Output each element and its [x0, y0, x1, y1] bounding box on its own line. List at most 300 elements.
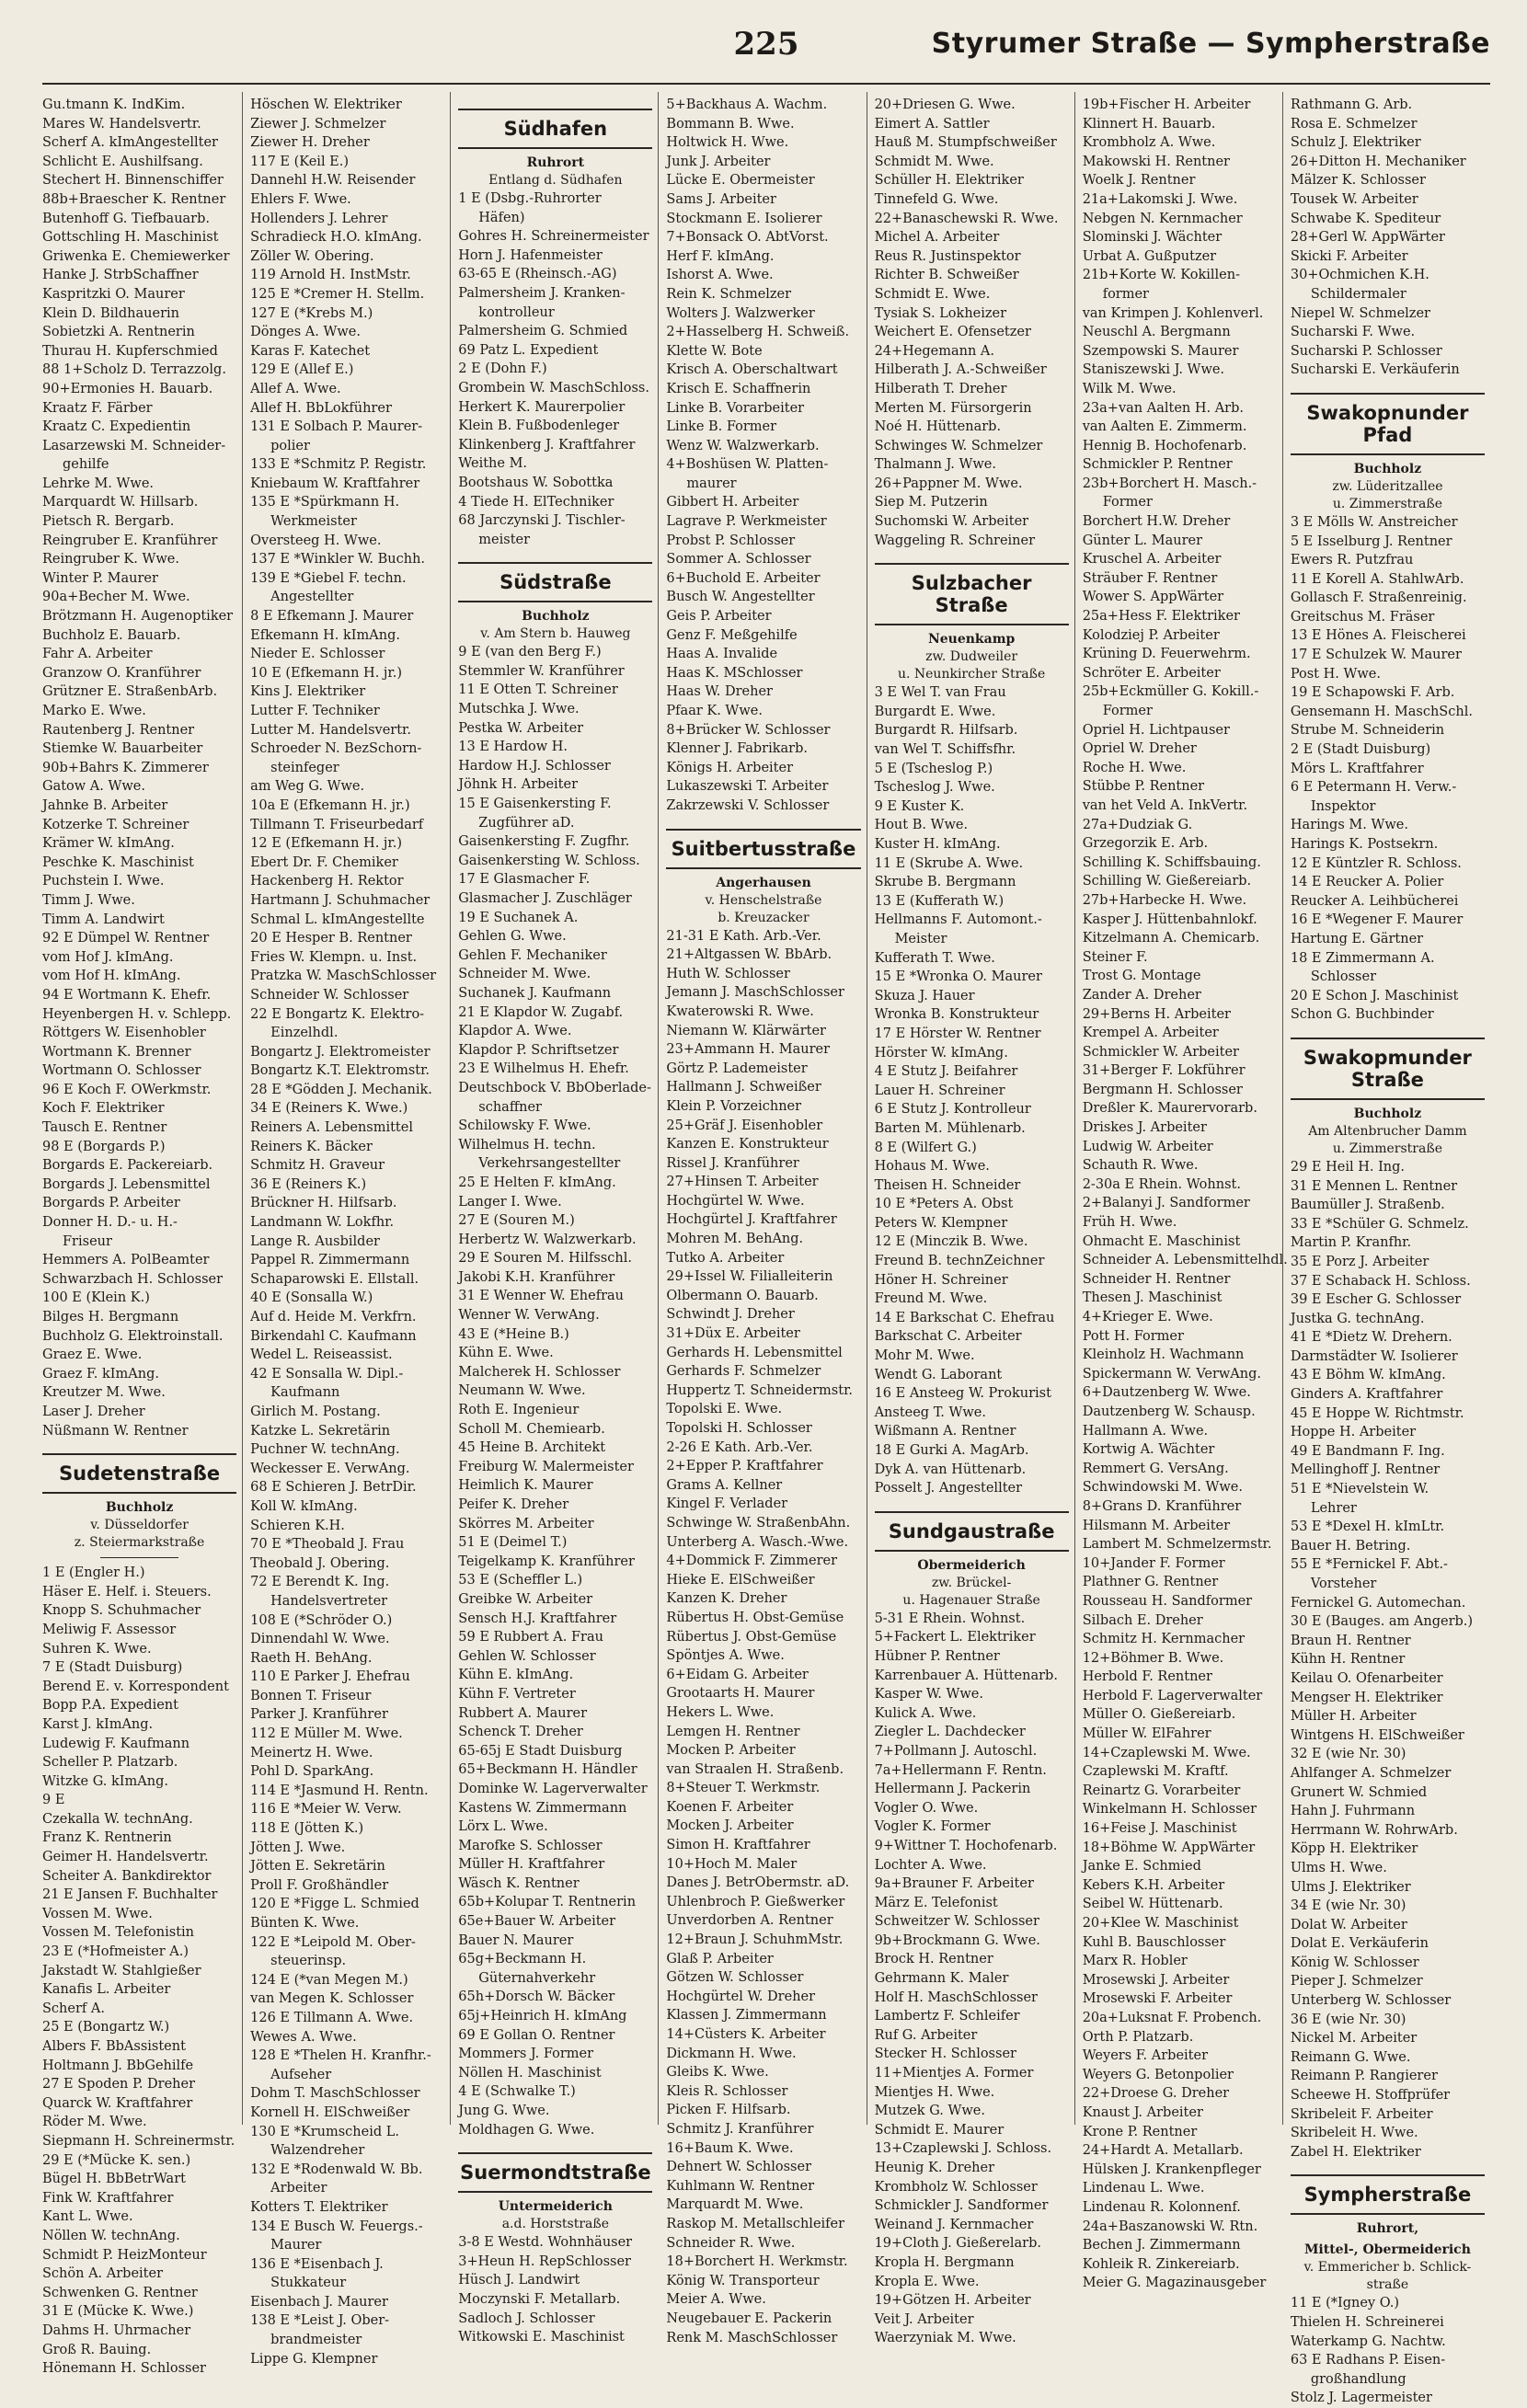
resident-entry: Holtmann J. BbGehilfe	[42, 2058, 194, 2073]
district-label: Neuenkamp	[927, 632, 1016, 648]
resident-entry: Klapdor A. Wwe.	[458, 1024, 572, 1039]
resident-entry: Hardow H.J. Schlosser	[458, 758, 611, 774]
resident-entry: 18+Borchert H. Werkmstr.	[666, 2254, 848, 2270]
resident-entry: Janke E. Schmied	[1082, 1859, 1201, 1875]
resident-entry: Noé H. Hüttenarb.	[874, 419, 1002, 435]
resident-entry: 70 E *Theobald J. Frau	[250, 1537, 405, 1553]
resident-entry: Suhren K. Wwe.	[42, 1641, 152, 1657]
resident-entry: Kulick A. Wwe.	[874, 1705, 977, 1721]
resident-entry: Pietsch R. Bergarb.	[42, 514, 175, 530]
resident-entry: Früh H. Wwe.	[1082, 1215, 1177, 1231]
resident-entry: Strube M. Schneiderin	[1290, 723, 1445, 739]
resident-entry: 11 E Otten T. Schreiner	[458, 682, 618, 698]
resident-entry: Hemmers A. PolBeamter	[42, 1253, 210, 1268]
resident-entry: Oversteeg H. Wwe.	[250, 533, 382, 548]
resident-entry: Müller O. Gießereiarb.	[1082, 1707, 1236, 1723]
resident-entry: Theobald J. Obering.	[250, 1555, 390, 1571]
resident-entry: Geimer H. Handelsvertr.	[42, 1850, 209, 1865]
resident-entry: 14 E Barkschat C. Ehefrau	[874, 1310, 1055, 1325]
resident-entry: Dolat E. Verkäuferin	[1290, 1936, 1429, 1952]
resident-entry: 8 E Efkemann J. Maurer	[250, 609, 414, 625]
resident-entry: Sucharski P. Schlosser	[1290, 343, 1442, 359]
resident-entry: Höschen W. Elektriker	[250, 97, 402, 112]
resident-entry: 23b+Borchert H. Masch.-	[1082, 476, 1257, 491]
street-range: v. Düsseldorfer	[90, 1518, 189, 1533]
resident-entry: Ahlfanger A. Schmelzer	[1290, 1765, 1452, 1781]
resident-entry: 90a+Becher M. Wwe.	[42, 590, 190, 605]
resident-entry: 5+Backhaus A. Wachm.	[666, 97, 828, 112]
resident-entry: Vossen M. Telefonistin	[42, 1925, 195, 1941]
resident-entry: Borgards E. Packereiarb.	[42, 1158, 213, 1174]
resident-entry: Schön A. Arbeiter	[42, 2266, 164, 2282]
resident-entry: Kasper J. Hüttenbahnlokf.	[1082, 912, 1257, 927]
resident-entry: Götzen W. Schlosser	[666, 1970, 804, 1986]
resident-entry: 98 E (Borgards P.)	[42, 1139, 166, 1154]
resident-entry: Mutschka J. Wwe.	[458, 702, 580, 717]
resident-entry: Mocken J. Arbeiter	[666, 1818, 794, 1834]
resident-entry: Reiners K. Bäcker	[250, 1139, 373, 1154]
entry-continuation: kontrolleur	[478, 304, 555, 320]
resident-entry: 20 E Hesper B. Rentner	[250, 931, 412, 946]
resident-entry: Kuhl B. Bauschlosser	[1082, 1934, 1226, 1950]
resident-entry: Kanzen K. Dreher	[666, 1591, 787, 1607]
resident-entry: Wißmann A. Rentner	[874, 1424, 1016, 1439]
resident-entry: Schwarzbach H. Schlosser	[42, 1271, 224, 1287]
resident-entry: 1 E (Dsbg.-Ruhrorter	[458, 191, 602, 206]
resident-entry: 24a+Baszanowski W. Rtn.	[1082, 2219, 1258, 2234]
resident-entry: Dautzenberg W. Schausp.	[1082, 1404, 1256, 1419]
resident-entry: Schmitz J. Kranführer	[666, 2121, 814, 2137]
entry-continuation: Verkehrsangestellter	[478, 1156, 621, 1172]
resident-entry: Wendt G. Laborant	[874, 1367, 1003, 1382]
resident-entry: Schwindowski M. Wwe.	[1082, 1480, 1243, 1496]
resident-entry: Sensch H.J. Kraftfahrer	[458, 1611, 617, 1626]
resident-entry: 34 E (wie Nr. 30)	[1290, 1898, 1406, 1914]
resident-entry: Lemgen H. Rentner	[666, 1724, 800, 1739]
resident-entry: Probst P. Schlosser	[666, 533, 796, 548]
resident-entry: Röder M. Wwe.	[42, 2115, 147, 2130]
resident-entry: Bopp P.A. Expedient	[42, 1698, 178, 1714]
resident-entry: 13 E Hardow H.	[458, 740, 568, 755]
resident-entry: 7+Bonsack O. AbtVorst.	[666, 230, 829, 246]
resident-entry: Burgardt E. Wwe.	[874, 704, 996, 719]
resident-entry: Brückner H. Hilfsarb.	[250, 1196, 397, 1211]
resident-entry: Marko E. Wwe.	[42, 704, 146, 718]
resident-entry: Müller H. Arbeiter	[1290, 1709, 1417, 1725]
resident-entry: Rübertus H. Obst-Gemüse	[666, 1610, 844, 1625]
resident-entry: 21a+Lakomski J. Wwe.	[1082, 191, 1238, 207]
resident-entry: 16+Feise J. Maschinist	[1082, 1821, 1237, 1837]
resident-entry: 26+Pappner M. Wwe.	[874, 476, 1023, 491]
resident-entry: Koll W. kImAng.	[250, 1498, 358, 1514]
resident-entry: 10+Hoch M. Maler	[666, 1856, 798, 1872]
resident-entry: Meliwig F. Assessor	[42, 1622, 177, 1637]
street-range: Am Altenbrucher Damm	[1308, 1123, 1467, 1139]
resident-entry: Sadloch J. Schlosser	[458, 2311, 595, 2326]
resident-entry: Fink W. Kraftfahrer	[42, 2190, 174, 2206]
resident-entry: 11 E Korell A. StahlwArb.	[1290, 571, 1464, 587]
resident-entry: 55 E *Fernickel F. Abt.-	[1290, 1557, 1448, 1573]
columns	[42, 92, 1490, 2406]
resident-entry: Sträuber F. Rentner	[1082, 570, 1218, 586]
entry-continuation: Former	[1102, 495, 1153, 510]
resident-entry: Kwaterowski R. Wwe.	[666, 1003, 814, 1019]
resident-entry: Katzke L. Sekretärin	[250, 1423, 391, 1439]
resident-entry: 21b+Korte W. Kokillen-	[1082, 268, 1240, 283]
resident-entry: 19+Cloth J. Gießerelarb.	[874, 2236, 1041, 2252]
resident-entry: Hochgürtel W. Wwe.	[666, 1193, 805, 1209]
resident-entry: 1 E (Engler H.)	[42, 1565, 145, 1581]
resident-entry: van het Veld A. InkVertr.	[1082, 797, 1248, 813]
resident-entry: Theisen H. Schneider	[874, 1177, 1021, 1193]
resident-entry: van Krimpen J. Kohlenverl.	[1082, 305, 1264, 321]
resident-entry: Herbold F. Rentner	[1082, 1669, 1212, 1685]
resident-entry: Karst J. kImAng.	[42, 1716, 154, 1732]
resident-entry: Mälzer K. Schlosser	[1290, 173, 1426, 189]
resident-entry: Landmann W. Lokfhr.	[250, 1215, 395, 1231]
resident-entry: Kingel F. Verlader	[666, 1496, 788, 1512]
resident-entry: Driskes J. Arbeiter	[1082, 1120, 1207, 1136]
resident-entry: Grzegorzik E. Arb.	[1082, 836, 1209, 852]
resident-entry: 20+Klee W. Maschinist	[1082, 1916, 1239, 1931]
resident-entry: Lambert M. Schmelzermstr.	[1082, 1537, 1272, 1553]
resident-entry: 116 E *Meier W. Verw.	[250, 1802, 402, 1817]
resident-entry: Parker J. Kranführer	[250, 1707, 388, 1723]
resident-entry: Karrenbauer A. Hüttenarb.	[874, 1668, 1058, 1683]
resident-entry: Kuster H. kImAng.	[874, 837, 1001, 852]
resident-entry: Gatow A. Wwe.	[42, 779, 145, 795]
resident-entry: Kniebaum W. Kraftfahrer	[250, 476, 420, 491]
resident-entry: Klapdor P. Schriftsetzer	[458, 1042, 619, 1058]
resident-entry: Reus R. Justinspektor	[874, 248, 1021, 264]
resident-entry: Bommann B. Wwe.	[666, 116, 795, 132]
resident-entry: 20 E Schon J. Maschinist	[1290, 988, 1459, 1003]
resident-entry: Schneider R. Wwe.	[666, 2235, 796, 2251]
resident-entry: Tutko A. Arbeiter	[666, 1250, 785, 1266]
resident-entry: Kohleik R. Zinkereiarb.	[1082, 2256, 1240, 2272]
resident-entry: Unverdorben A. Rentner	[666, 1913, 833, 1929]
resident-entry: Schneider A. Lebensmittelhdl.	[1082, 1253, 1288, 1268]
resident-entry: Jötten J. Wwe.	[250, 1840, 346, 1855]
resident-entry: Schwinge W. StraßenbAhn.	[666, 1515, 851, 1531]
resident-entry: 88 1+Scholz D. Terrazzolg.	[42, 362, 226, 378]
entry-continuation: Schlosser	[1310, 969, 1376, 985]
resident-entry: Mrosewski J. Arbeiter	[1082, 1972, 1230, 1988]
entry-continuation: Arbeiter	[270, 2181, 327, 2196]
resident-entry: Grunert W. Schmied	[1290, 1784, 1428, 1800]
resident-entry: 6+Buchold E. Arbeiter	[666, 570, 821, 586]
resident-entry: Stechert H. Binnenschiffer	[42, 173, 224, 189]
resident-entry: 15 E Gaisenkersting F.	[458, 797, 612, 812]
resident-entry: 59 E Rubbert A. Frau	[458, 1630, 603, 1645]
resident-entry: Roche H. Wwe.	[1082, 760, 1187, 775]
resident-entry: Bonnen T. Friseur	[250, 1688, 372, 1703]
resident-entry: 23 E Wilhelmus H. Ehefr.	[458, 1061, 629, 1077]
resident-entry: 134 E Busch W. Feuergs.-	[250, 2219, 423, 2234]
resident-entry: 2 E (Dohn F.)	[458, 361, 547, 377]
resident-entry: Thalmann J. Wwe.	[874, 457, 996, 473]
resident-entry: Haas W. Dreher	[666, 684, 773, 700]
resident-entry: Dinnendahl W. Wwe.	[250, 1632, 390, 1647]
resident-entry: Braun H. Rentner	[1290, 1633, 1411, 1648]
resident-entry: 136 E *Eisenbach J.	[250, 2256, 384, 2272]
resident-entry: Martin P. Kranfhr.	[1290, 1235, 1412, 1251]
resident-entry: Grombein W. MaschSchloss.	[458, 380, 649, 396]
resident-entry: Uhlenbroch P. Gießwerker	[666, 1894, 845, 1909]
resident-entry: Hout B. Wwe.	[874, 818, 969, 833]
entry-continuation: meister	[478, 532, 531, 547]
resident-entry: 23a+van Aalten H. Arb.	[1082, 400, 1244, 416]
street-range: v. Henschelstraße	[705, 892, 822, 908]
resident-entry: Pfaar K. Wwe.	[666, 704, 763, 718]
resident-entry: Grützner E. StraßenbArb.	[42, 684, 218, 700]
entry-continuation: Schildermaler	[1310, 286, 1406, 302]
district-label: Mittel-, Obermeiderich	[1303, 2242, 1471, 2258]
resident-entry: Hartung E. Gärtner	[1290, 931, 1424, 946]
resident-entry: 17 E Glasmacher F.	[458, 872, 591, 888]
resident-entry: Fernickel G. Automechan.	[1290, 1595, 1466, 1611]
resident-entry: 17 E Hörster W. Rentner	[874, 1026, 1041, 1041]
resident-entry: 34 E (Reiners K. Wwe.)	[250, 1101, 408, 1117]
resident-entry: Schwabe K. Spediteur	[1290, 211, 1441, 226]
resident-entry: Allef H. BbLokführer	[250, 400, 392, 416]
resident-entry: 7 E (Stadt Duisburg)	[42, 1660, 183, 1676]
resident-entry: Krombholz A. Wwe.	[1082, 135, 1216, 151]
resident-entry: Plathner G. Rentner	[1082, 1575, 1219, 1590]
resident-entry: Hieke E. ElSchweißer	[666, 1572, 815, 1588]
resident-entry: Lauer H. Schreiner	[874, 1083, 1005, 1098]
resident-entry: 65g+Beckmann H.	[458, 1952, 587, 1967]
resident-entry: Pott H. Former	[1082, 1328, 1184, 1344]
street-range: u. Zimmerstraße	[1332, 1141, 1442, 1156]
entry-continuation: Aufseher	[270, 2067, 332, 2082]
resident-entry: Waterkamp G. Nachtw.	[1290, 2333, 1446, 2349]
resident-entry: 25b+Eckmüller G. Kokill.-	[1082, 684, 1259, 700]
entry-continuation: Häfen)	[478, 210, 525, 225]
resident-entry: Scholl M. Chemiearb.	[458, 1421, 605, 1437]
resident-entry: Kühn F. Vertreter	[458, 1686, 576, 1702]
resident-entry: 19 E Suchanek A.	[458, 910, 579, 925]
resident-entry: Greibke W. Arbeiter	[458, 1591, 593, 1607]
resident-entry: Dehnert W. Schlosser	[666, 2160, 811, 2175]
resident-entry: vom Hof J. kImAng.	[42, 949, 174, 965]
resident-entry: Gibbert H. Arbeiter	[666, 495, 799, 510]
resident-entry: Nieder E. Schlosser	[250, 647, 385, 662]
resident-entry: Müller H. Kraftfahrer	[458, 1857, 605, 1873]
entry-continuation: Lehrer	[1310, 1500, 1357, 1516]
resident-entry: Kühn E. Wwe.	[458, 1346, 554, 1361]
resident-entry: Kotters T. Elektriker	[250, 2199, 388, 2215]
resident-entry: Raeth H. BehAng.	[250, 1650, 373, 1666]
resident-entry: 31 E (Mücke K. Wwe.)	[42, 2304, 194, 2320]
resident-entry: 33 E *Schüler G. Schmelz.	[1290, 1216, 1469, 1232]
resident-entry: 23 E (*Hofmeister A.)	[42, 1944, 189, 1960]
resident-entry: 21 E Klapdor W. Zugabf.	[458, 1004, 624, 1020]
resident-entry: Schilowsky F. Wwe.	[458, 1118, 591, 1134]
resident-entry: Silbach E. Dreher	[1082, 1612, 1203, 1628]
resident-entry: Gleibs K. Wwe.	[666, 2065, 769, 2081]
resident-entry: 13 E (Kufferath W.)	[874, 893, 1005, 909]
resident-entry: Waerzyniak M. Wwe.	[874, 2331, 1016, 2346]
resident-entry: 114 E *Jasmund H. Rentn.	[250, 1783, 429, 1798]
resident-entry: Olbermann O. Bauarb.	[666, 1288, 819, 1303]
resident-entry: Tinnefeld G. Wwe.	[874, 191, 999, 207]
resident-entry: Koch F. Elektriker	[42, 1101, 165, 1117]
resident-entry: Lippe G. Klempner	[250, 2351, 378, 2367]
resident-entry: 3 E Mölls W. Anstreicher	[1290, 514, 1458, 530]
resident-entry: Thielen H. Schreinerei	[1290, 2315, 1444, 2330]
resident-entry: Lochter A. Wwe.	[874, 1857, 987, 1873]
street-range: straße	[1366, 2277, 1409, 2293]
resident-entry: Stolz J. Lagermeister	[1290, 2391, 1432, 2406]
resident-entry: Wewes A. Wwe.	[250, 2029, 357, 2045]
resident-entry: Hönemann H. Schlosser	[42, 2361, 206, 2377]
resident-entry: Peschke K. Maschinist	[42, 854, 194, 870]
resident-entry: Weckesser E. VerwAng.	[250, 1461, 410, 1476]
resident-entry: 10 E (Efkemann H. jr.)	[250, 665, 403, 681]
resident-entry: Hilberath T. Dreher	[874, 381, 1007, 396]
resident-entry: Zabel H. Elektriker	[1290, 2144, 1421, 2160]
resident-entry: Huppertz T. Schneidermstr.	[666, 1382, 854, 1398]
street-heading: Südstraße	[458, 562, 652, 602]
resident-entry: Zander A. Dreher	[1082, 987, 1201, 1003]
resident-entry: Pohl D. SparkAng.	[250, 1764, 374, 1780]
district-label: Angerhausen	[716, 875, 811, 890]
resident-entry: Heunig K. Dreher	[874, 2161, 995, 2175]
resident-entry: Puchner W. technAng.	[250, 1442, 400, 1458]
resident-entry: 41 E *Dietz W. Drehern.	[1290, 1330, 1452, 1346]
resident-entry: 35 E Porz J. Arbeiter	[1290, 1254, 1429, 1269]
resident-entry: 43 E Böhm W. kImAng.	[1290, 1368, 1446, 1383]
resident-entry: Renk M. MaschSchlosser	[666, 2330, 838, 2345]
resident-entry: Höner H. Schreiner	[874, 1272, 1008, 1288]
resident-entry: Ewers R. Putzfrau	[1290, 553, 1414, 568]
resident-entry: Girlich M. Postang.	[250, 1404, 381, 1419]
resident-entry: vom Hof H. kImAng.	[42, 969, 181, 984]
resident-entry: Hahn J. Fuhrmann	[1290, 1804, 1416, 1819]
resident-entry: Teigelkamp K. Kranführer	[458, 1554, 635, 1569]
resident-entry: Nickel M. Arbeiter	[1290, 2031, 1418, 2047]
resident-entry: Mientjes H. Wwe.	[874, 2084, 995, 2100]
street-heading: Swakopmunder Straße	[1291, 1038, 1485, 1100]
resident-entry: Schwinges W. Schmelzer	[874, 438, 1043, 453]
entry-continuation: steuerinsp.	[270, 1954, 347, 1969]
resident-entry: Kanafis L. Arbeiter	[42, 1982, 171, 1998]
resident-entry: Hartmann J. Schuhmacher	[250, 892, 431, 908]
resident-entry: 36 E (wie Nr. 30)	[1290, 2012, 1406, 2027]
resident-entry: Schmickler P. Rentner	[1082, 457, 1233, 473]
resident-entry: Vogler K. Former	[874, 1819, 991, 1835]
entry-continuation: Vorsteher	[1310, 1577, 1377, 1591]
entry-continuation: Einzelhdl.	[270, 1026, 339, 1041]
resident-entry: Sams J. Arbeiter	[666, 191, 776, 207]
resident-entry: 12+Braun J. SchuhmMstr.	[666, 1932, 844, 1948]
resident-entry: Jötten E. Sekretärin	[250, 1859, 385, 1875]
resident-entry: Hanke J. StrbSchaffner	[42, 268, 199, 283]
resident-entry: 69 E Gollan O. Rentner	[458, 2027, 615, 2043]
resident-entry: Kufferath T. Wwe.	[874, 950, 995, 966]
resident-entry: 22+Banaschewski R. Wwe.	[874, 211, 1059, 226]
resident-entry: 90+Ermonies H. Bauarb.	[42, 381, 213, 396]
resident-entry: Reinartz G. Vorarbeiter	[1082, 1783, 1241, 1798]
resident-entry: 4+Krieger E. Wwe.	[1082, 1310, 1213, 1324]
resident-entry: Skrube B. Bergmann	[874, 875, 1016, 890]
resident-entry: 45 E Hoppe W. Richtmstr.	[1290, 1405, 1464, 1421]
entry-continuation: Former	[1102, 704, 1153, 718]
resident-entry: Krisch E. Schaffnerin	[666, 381, 811, 396]
resident-entry: 5-31 E Rhein. Wohnst.	[874, 1611, 1026, 1626]
resident-entry: Wäsch K. Rentner	[458, 1875, 580, 1891]
resident-entry: Kitzelmann A. Chemicarb.	[1082, 931, 1260, 946]
resident-entry: 9 E Kuster K.	[874, 798, 965, 814]
resident-entry: Dohm T. MaschSchlosser	[250, 2086, 420, 2102]
resident-entry: Mommers J. Former	[458, 2047, 594, 2062]
street-range: z. Steiermarkstraße	[74, 1535, 205, 1551]
resident-entry: 25 E (Bongartz W.)	[42, 2020, 170, 2035]
resident-entry: Ishorst A. Wwe.	[666, 268, 774, 283]
page-header	[42, 17, 1490, 85]
resident-entry: Freiburg W. Malermeister	[458, 1459, 634, 1474]
resident-entry: 16 E *Wegener F. Maurer	[1290, 912, 1464, 928]
resident-entry: Tillmann T. Friseurbedarf	[250, 817, 424, 832]
resident-entry: Neuschl A. Bergmann	[1082, 325, 1231, 340]
resident-entry: 17 E Schulzek W. Maurer	[1290, 648, 1462, 663]
resident-entry: Simon H. Kraftfahrer	[666, 1838, 810, 1853]
resident-entry: Richter B. Schweißer	[874, 268, 1019, 283]
resident-entry: Woelk J. Rentner	[1082, 173, 1196, 189]
resident-entry: 49 E Bandmann F. Ing.	[1290, 1443, 1445, 1459]
resident-entry: Brötzmann H. Augenoptiker	[42, 609, 234, 625]
resident-entry: Buchholz G. Elektroinstall.	[42, 1328, 224, 1344]
resident-entry: Kastens W. Zimmermann	[458, 1800, 627, 1816]
resident-entry: Schroeder N. BezSchorn-	[250, 741, 422, 757]
resident-entry: Veit J. Arbeiter	[874, 2311, 974, 2327]
resident-entry: Neugebauer E. Packerin	[666, 2311, 832, 2326]
resident-entry: 65+Beckmann H. Händler	[458, 1762, 637, 1778]
resident-entry: Schneider W. Schlosser	[250, 987, 409, 1003]
resident-entry: Mocken P. Arbeiter	[666, 1743, 796, 1759]
resident-entry: Graez F. kImAng.	[42, 1366, 159, 1382]
resident-entry: 31+Berger F. Lokführer	[1082, 1063, 1246, 1079]
resident-entry: 22+Droese G. Dreher	[1082, 2086, 1230, 2102]
resident-entry: Stecker H. Schlosser	[874, 2047, 1016, 2062]
resident-entry: Bilges H. Bergmann	[42, 1310, 179, 1324]
resident-entry: 43 E (*Heine B.)	[458, 1326, 569, 1342]
resident-entry: Fahr A. Arbeiter	[42, 647, 153, 662]
resident-entry: Baumüller J. Straßenb.	[1290, 1198, 1445, 1213]
resident-entry: 8+Grans D. Kranführer	[1082, 1498, 1242, 1514]
resident-entry: 119 Arnold H. InstMstr.	[250, 268, 411, 283]
resident-entry: 16 E Ansteeg W. Prokurist	[874, 1386, 1051, 1402]
resident-entry: 14+Cüsters K. Arbeiter	[666, 2027, 826, 2042]
resident-entry: Schon G. Buchbinder	[1290, 1007, 1434, 1023]
resident-entry: 9a+Brauner F. Arbeiter	[874, 1876, 1034, 1892]
resident-entry: Reingruber E. Kranführer	[42, 533, 218, 548]
resident-entry: Schmitz H. Kernmacher	[1082, 1632, 1246, 1647]
resident-entry: Scheller P. Platzarb.	[42, 1755, 178, 1771]
street-heading: Suitbertusstraße	[666, 829, 860, 869]
resident-entry: Weithe M.	[458, 456, 528, 472]
entry-continuation: steinfeger	[270, 760, 339, 775]
resident-entry: Harings K. Postsekrn.	[1290, 837, 1439, 852]
page-number: 225	[733, 26, 799, 63]
resident-entry: Gaisenkersting F. Zugfhr.	[458, 834, 630, 850]
resident-entry: Kaspritzki O. Maurer	[42, 286, 185, 302]
resident-entry: 8+Brücker W. Schlosser	[666, 722, 831, 738]
resident-entry: 12 E Küntzler R. Schloss.	[1290, 855, 1462, 871]
resident-entry: Kühn H. Rentner	[1290, 1652, 1406, 1668]
resident-entry: Buchholz E. Bauarb.	[42, 627, 181, 643]
